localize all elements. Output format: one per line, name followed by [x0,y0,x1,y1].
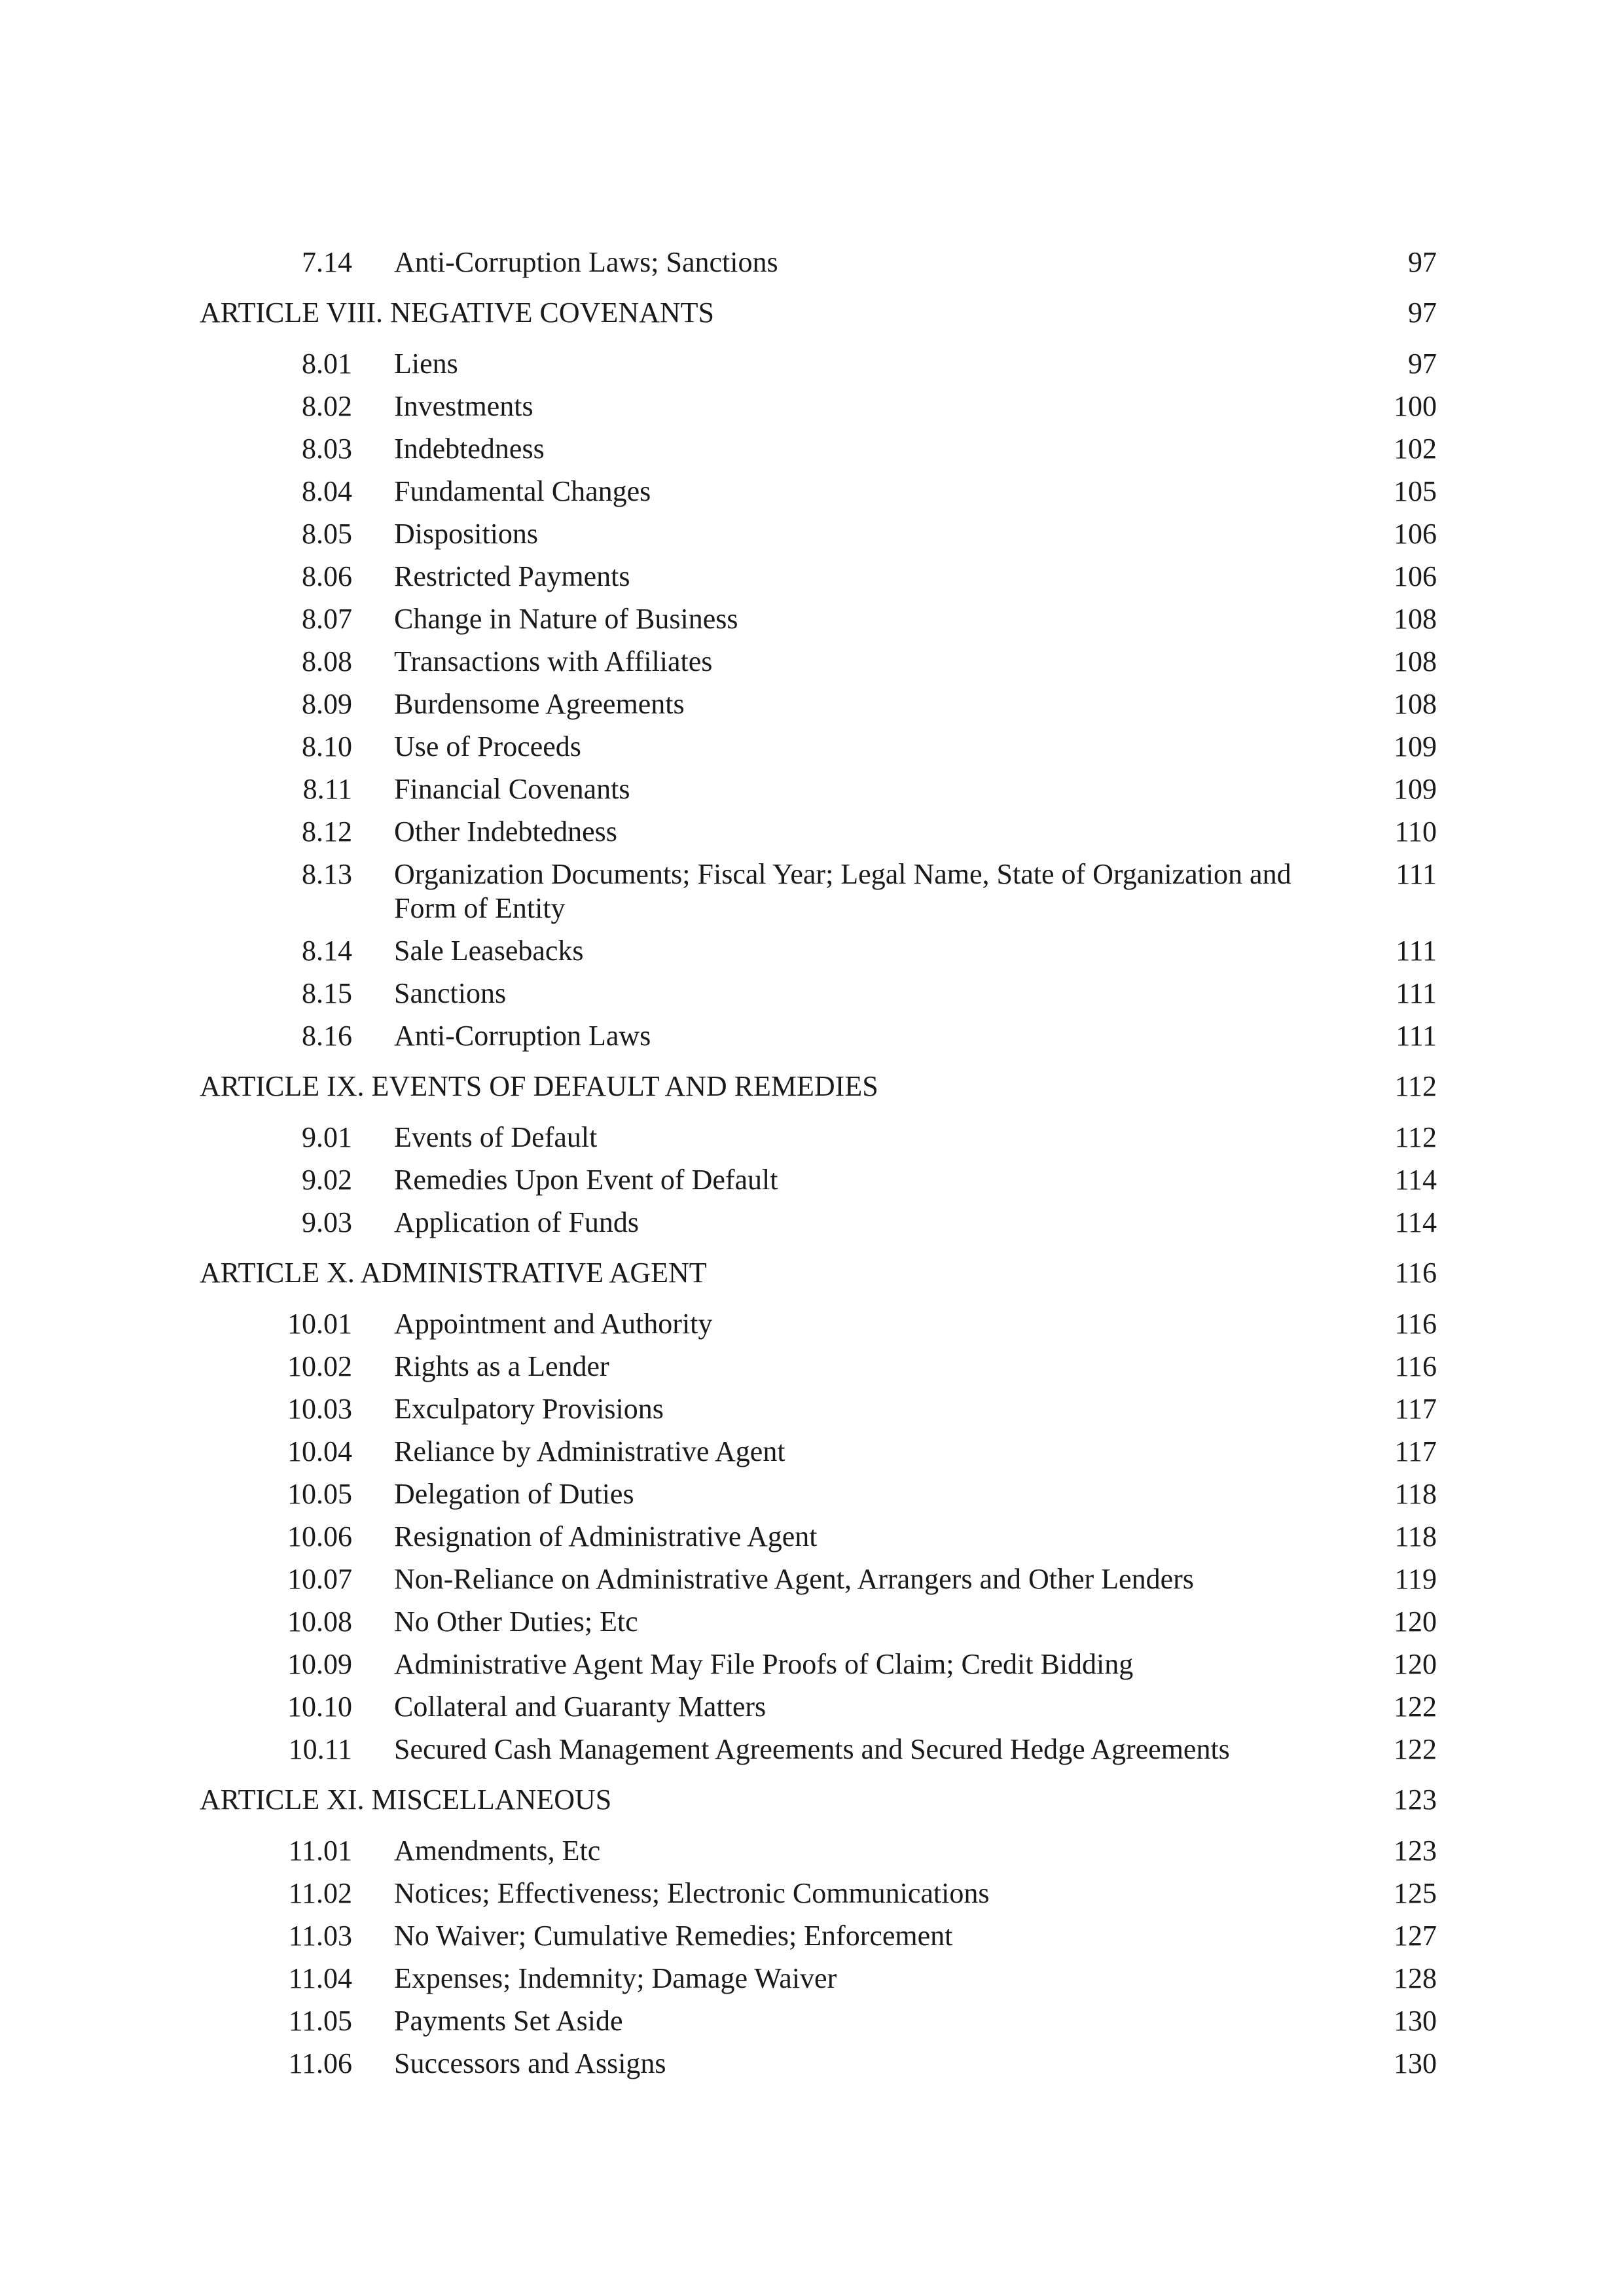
section-title: Transactions with Affiliates [394,645,713,677]
section-number: 10.03 [287,1393,352,1425]
page-number: 105 [1394,475,1437,507]
page-number: 128 [1394,1962,1437,1994]
page-number: 120 [1394,1605,1437,1638]
section-title: Delegation of Duties [394,1478,634,1510]
section-title: Dispositions [394,518,539,550]
section-title: Payments Set Aside [394,2005,623,2037]
page-number: 109 [1394,730,1437,762]
section-title: Notices; Effectiveness; Electronic Communications [394,1877,990,1909]
section-number: 9.01 [302,1121,352,1153]
page-number: 97 [1408,296,1437,329]
section-number: 9.02 [302,1164,352,1196]
page-number: 116 [1394,1350,1437,1382]
section-number: 8.06 [302,560,352,592]
section-number: 8.11 [302,773,352,805]
section-number: 8.04 [302,475,352,507]
section-number: 8.08 [302,645,352,677]
section-title: Reliance by Administrative Agent [394,1435,785,1467]
section-number: 8.09 [302,688,352,720]
section-number: 10.01 [287,1308,352,1340]
page-number: 109 [1394,773,1437,805]
section-title: Financial Covenants [394,773,630,805]
page-number: 116 [1394,1257,1437,1289]
page-number: 119 [1394,1563,1437,1595]
section-number: 8.15 [302,977,352,1009]
section-number: 8.07 [302,603,352,635]
section-number: 10.10 [287,1691,352,1723]
section-title: No Waiver; Cumulative Remedies; Enforcement [394,1920,953,1952]
section-title: Restricted Payments [394,560,630,592]
article-title: ARTICLE XI. MISCELLANEOUS [200,1784,612,1816]
section-number: 11.06 [288,2047,352,2079]
section-title: Other Indebtedness [394,816,617,848]
section-title: Administrative Agent May File Proofs of Claim; Credit Bidding [394,1648,1134,1680]
article-title: ARTICLE X. ADMINISTRATIVE AGENT [200,1257,707,1289]
page-number: 111 [1396,935,1437,967]
page-number: 112 [1394,1070,1437,1102]
page-number: 100 [1394,390,1437,422]
section-number: 9.03 [302,1206,352,1238]
section-title: No Other Duties; Etc [394,1605,638,1638]
section-number: 8.12 [302,816,352,848]
page-number: 122 [1394,1733,1437,1765]
article-title: ARTICLE IX. EVENTS OF DEFAULT AND REMEDIES [200,1070,878,1102]
section-number: 11.01 [288,1835,352,1867]
section-title: Secured Cash Management Agreements and Secured Hedge Agreements [394,1733,1230,1765]
section-title: Non-Reliance on Administrative Agent, Arrangers and Other Lenders [394,1563,1194,1595]
page-number: 118 [1394,1520,1437,1552]
page-number: 106 [1394,560,1437,592]
section-title: Burdensome Agreements [394,688,685,720]
page-number: 117 [1394,1393,1437,1425]
page-number: 123 [1394,1784,1437,1816]
page-number: 108 [1394,603,1437,635]
section-title: Collateral and Guaranty Matters [394,1691,767,1723]
section-number: 8.16 [302,1020,352,1052]
section-number: 10.05 [287,1478,352,1510]
section-number: 8.10 [302,730,352,762]
section-title: Rights as a Lender [394,1350,609,1382]
section-number: 10.11 [288,1733,352,1765]
section-title: Anti-Corruption Laws [394,1020,651,1052]
page-number: 117 [1394,1435,1437,1467]
page-number: 127 [1394,1920,1437,1952]
section-title: Anti-Corruption Laws; Sanctions [394,246,778,278]
page-number: 102 [1394,433,1437,465]
section-title: Exculpatory Provisions [394,1393,664,1425]
section-title: Resignation of Administrative Agent [394,1520,818,1552]
section-title: Application of Funds [394,1206,639,1238]
page-number: 110 [1394,816,1437,848]
page-number: 111 [1396,977,1437,1009]
page-number: 97 [1408,246,1437,278]
section-title: Use of Proceeds [394,730,581,762]
page-number: 111 [1396,1020,1437,1052]
section-number: 10.09 [287,1648,352,1680]
page-number: 114 [1394,1206,1437,1238]
section-number: 11.03 [288,1920,352,1952]
page-number: 125 [1394,1877,1437,1909]
page-number: 106 [1394,518,1437,550]
page-number: 123 [1394,1835,1437,1867]
page-number: 130 [1394,2047,1437,2079]
section-title: Investments [394,390,533,422]
section-title: Indebtedness [394,433,545,465]
page-number: 120 [1394,1648,1437,1680]
section-number: 7.14 [302,246,352,278]
section-number: 11.02 [288,1877,352,1909]
page-number: 97 [1408,348,1437,380]
section-number: 8.05 [302,518,352,550]
section-title: Remedies Upon Event of Default [394,1164,778,1196]
section-title: Appointment and Authority [394,1308,713,1340]
page-number: 122 [1394,1691,1437,1723]
page-number: 116 [1394,1308,1437,1340]
section-title: Events of Default [394,1121,598,1153]
page-number: 108 [1394,645,1437,677]
section-number: 10.04 [287,1435,352,1467]
section-number: 10.08 [287,1605,352,1638]
section-title: Change in Nature of Business [394,603,738,635]
section-title: Liens [394,348,458,380]
page-number: 118 [1394,1478,1437,1510]
section-title: Amendments, Etc [394,1835,601,1867]
section-number: 10.02 [287,1350,352,1382]
section-title: Organization Documents; Fiscal Year; Legal Name, State of Organization and Form of Entity [394,858,1291,924]
article-title: ARTICLE VIII. NEGATIVE COVENANTS [200,296,715,329]
section-number: 10.06 [287,1520,352,1552]
section-number: 8.01 [302,348,352,380]
section-title: Sale Leasebacks [394,935,584,967]
section-number: 8.13 [302,858,352,890]
section-number: 10.07 [287,1563,352,1595]
section-number: 11.04 [288,1962,352,1994]
page-number: 112 [1394,1121,1437,1153]
section-title: Expenses; Indemnity; Damage Waiver [394,1962,837,1994]
section-number: 8.03 [302,433,352,465]
section-title: Fundamental Changes [394,475,651,507]
page-number: 111 [1396,858,1437,890]
page-number: 130 [1394,2005,1437,2037]
section-title: Successors and Assigns [394,2047,666,2079]
page-number: 108 [1394,688,1437,720]
page-number: 114 [1394,1164,1437,1196]
section-number: 8.02 [302,390,352,422]
section-title: Sanctions [394,977,507,1009]
section-number: 11.05 [288,2005,352,2037]
section-number: 8.14 [302,935,352,967]
